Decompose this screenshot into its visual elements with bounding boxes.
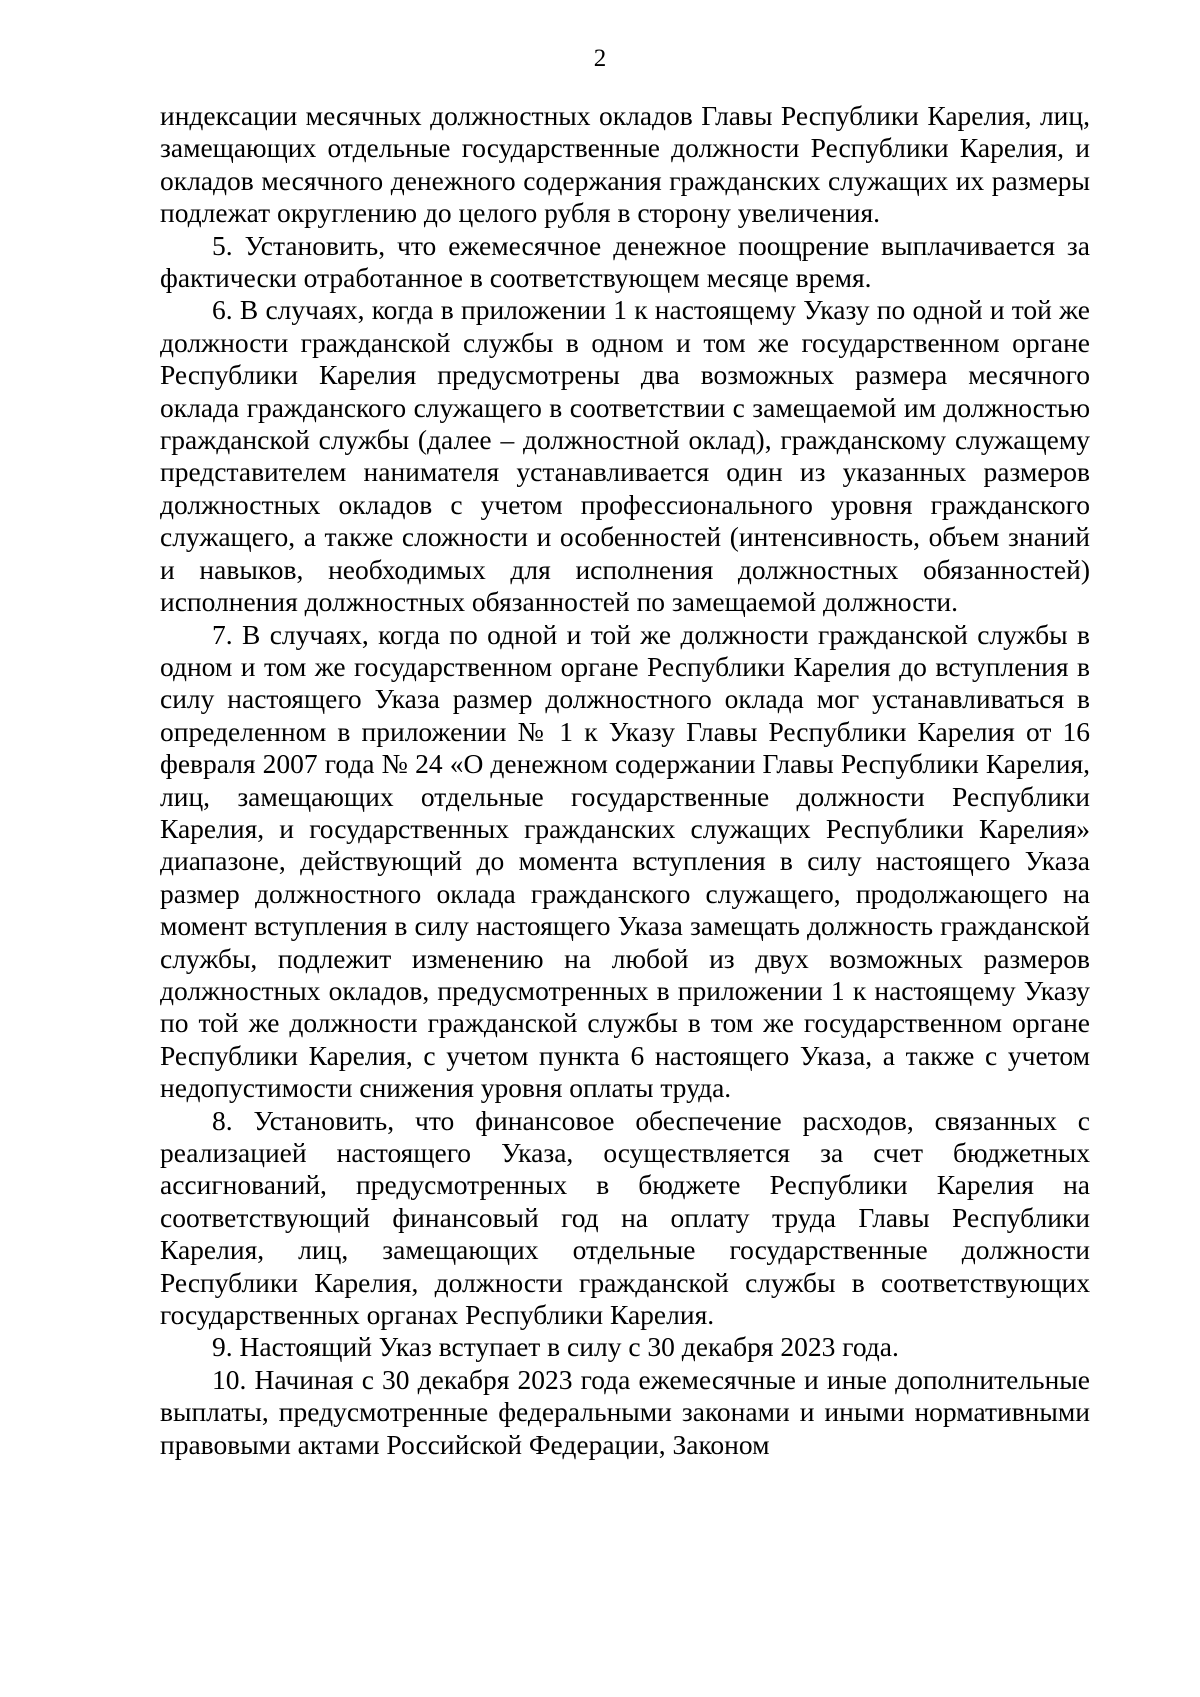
paragraph-item-7: 7. В случаях, когда по одной и той же должности гражданской службы в одном и том же государственном органе Республики Карелия до вступления в силу настоящего Указа размер должностного оклада мог устанавливаться в определенном в приложении № 1 к Указу Главы Республики Карелия от 16 февраля 2007 года № 24 «О денежном содержании Главы Республики Карелия, лиц, замещающих отдельные государственные должности Республики Карелия, и государственных гражданских служащих Республики Карелия» диапазоне, действующий до момента вступления в силу настоящего Указа размер должностного оклада гражданского служащего, продолжающего на момент вступления в силу настоящего Указа замещать должность гражданской службы, подлежит изменению на любой из двух возможных размеров должностных окладов, предусмотренных в приложении 1 к настоящему Указу по той же должности гражданской службы в том же государственном органе Республики Карелия, с учетом пункта 6 настоящего Указа, а также с учетом недопустимости снижения уровня оплаты труда. [160, 618, 1090, 1104]
paragraph-continuation: индексации месячных должностных окладов Главы Республики Карелия, лиц, замещающих отдельные государственные должности Республики Карелия, и окладов месячного денежного содержания гражданских служащих их размеры подлежат округлению до целого рубля в сторону увеличения. [160, 100, 1090, 229]
paragraph-item-6: 6. В случаях, когда в приложении 1 к настоящему Указу по одной и той же должности гражданской службы в одном и том же государственном органе Республики Карелия предусмотрены два возможных размера месячного оклада гражданского служащего в соответствии с замещаемой им должностью гражданской службы (далее – должностной оклад), гражданскому служащему представителем нанимателя устанавливается один из указанных размеров должностных окладов с учетом профессионального уровня гражданского служащего, а также сложности и особенностей (интенсивность, объем знаний и навыков, необходимых для исполнения должностных обязанностей) исполнения должностных обязанностей по замещаемой должности. [160, 294, 1090, 618]
document-body [160, 100, 1090, 1461]
page-number: 2 [593, 45, 607, 72]
paragraph-item-8: 8. Установить, что финансовое обеспечение расходов, связанных с реализацией настоящего Указа, осуществляется за счет бюджетных ассигнований, предусмотренных в бюджете Республики Карелия на соответствующий финансовый год на оплату труда Главы Республики Карелия, лиц, замещающих отдельные государственные должности Республики Карелия, должности гражданской службы в соответствующих государственных органах Республики Карелия. [160, 1104, 1090, 1331]
paragraph-item-5: 5. Установить, что ежемесячное денежное поощрение выплачивается за фактически отработанное в соответствующем месяце время. [160, 229, 1090, 294]
paragraph-item-9: 9. Настоящий Указ вступает в силу с 30 декабря 2023 года. [212, 1331, 899, 1363]
paragraph-item-10: 10. Начиная с 30 декабря 2023 года ежемесячные и иные дополнительные выплаты, предусмотренные федеральными законами и иными нормативными правовыми актами Российской Федерации, Законом [160, 1363, 1090, 1460]
